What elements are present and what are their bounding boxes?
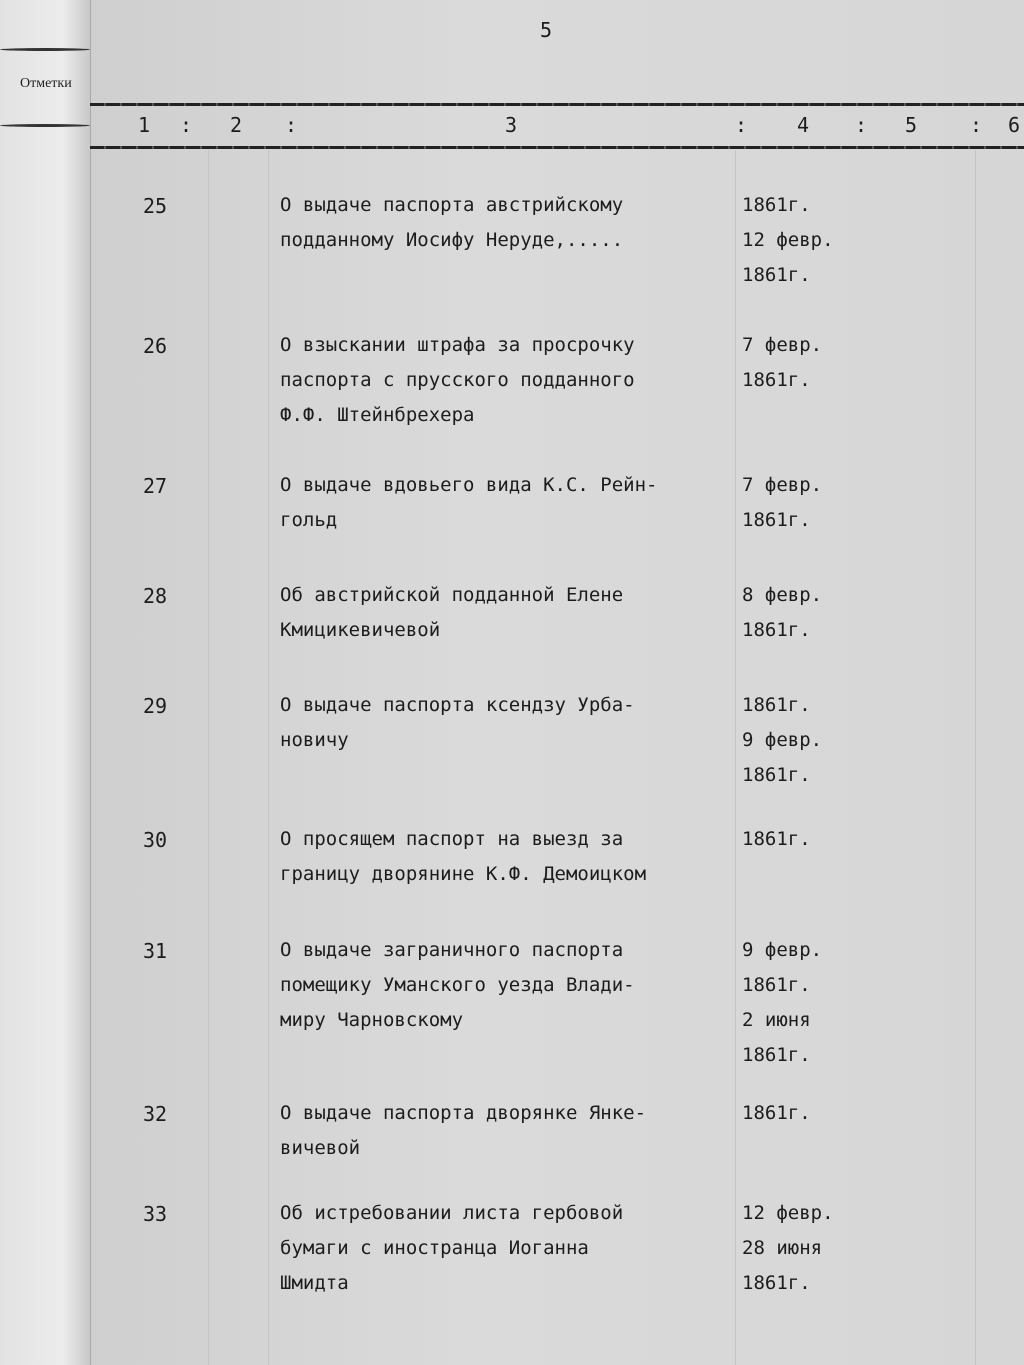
entry-date-line: 12 февр. [742, 1202, 834, 1224]
entry-text-line: Шмидта [280, 1272, 349, 1294]
entry-text-line: О просящем паспорт на выезд за [280, 828, 624, 850]
entry-date-line: 1861г. [742, 1102, 811, 1124]
column-separator: : [855, 113, 868, 137]
entry-text-line: вичевой [280, 1137, 361, 1159]
entry-date-line: 7 февр. [742, 334, 823, 356]
entry-date-line: 1861г. [742, 509, 811, 531]
entry-number: 29 [143, 694, 168, 718]
column-number: 5 [905, 113, 918, 137]
entry-date-line: 1861г. [742, 1044, 811, 1066]
entry-date-line: 8 февр. [742, 584, 823, 606]
header-rule-bottom [90, 146, 1024, 149]
entry-date-line: 1861г. [742, 369, 811, 391]
entry-date-line: 1861г. [742, 1272, 811, 1294]
entry-number: 26 [143, 334, 168, 358]
entry-date [742, 933, 822, 1073]
entry-date [742, 822, 811, 857]
entry-number: 33 [143, 1202, 168, 1226]
column-line [208, 150, 209, 1365]
entry-date [742, 1196, 834, 1301]
entry-number: 25 [143, 194, 168, 218]
entry-date-line: 1861г. [742, 619, 811, 641]
column-separator: : [735, 113, 748, 137]
entry-date-line: 28 июня [742, 1237, 823, 1259]
page-number: 5 [540, 18, 553, 42]
entry-date-line: 9 февр. [742, 939, 823, 961]
column-line [735, 150, 736, 1365]
entry-text [280, 1196, 623, 1301]
entry-text-line: О выдаче паспорта ксендзу Урба- [280, 694, 635, 716]
entry-date-line: 1861г. [742, 764, 811, 786]
entry-date-line: 1861г. [742, 694, 811, 716]
column-number: 2 [230, 113, 243, 137]
margin-strip [0, 0, 91, 1365]
entry-date-line: 7 февр. [742, 474, 823, 496]
margin-rule [0, 124, 90, 127]
entry-text [280, 468, 658, 538]
entry-text-line: О выдаче паспорта дворянке Янке- [280, 1102, 647, 1124]
entry-date [742, 578, 822, 648]
margin-label: Отметки [20, 76, 72, 91]
entry-date-line: 2 июня [742, 1009, 811, 1031]
entry-text [280, 1096, 646, 1166]
entry-date-line: 9 февр. [742, 729, 823, 751]
entry-text-line: О взыскании штрафа за просрочку [280, 334, 635, 356]
entry-number: 30 [143, 828, 168, 852]
entry-text [280, 822, 646, 892]
entry-date [742, 468, 822, 538]
entry-number: 31 [143, 939, 168, 963]
entry-number: 27 [143, 474, 168, 498]
entry-date [742, 328, 822, 398]
entry-text [280, 328, 635, 433]
column-number: 1 [138, 113, 151, 137]
entry-text-line: О выдаче паспорта австрийскому [280, 194, 624, 216]
column-separator: : [180, 113, 193, 137]
entry-text-line: новичу [280, 729, 349, 751]
entry-date-line: 1861г. [742, 194, 811, 216]
entry-date-line: 12 февр. [742, 229, 834, 251]
entry-text-line: О выдаче вдовьего вида К.С. Рейн- [280, 474, 658, 496]
column-separator: : [285, 113, 298, 137]
entry-text-line: бумаги с иностранца Иоганна [280, 1237, 589, 1259]
entry-text-line: О выдаче заграничного паспорта [280, 939, 624, 961]
entry-date-line: 1861г. [742, 264, 811, 286]
entry-number: 28 [143, 584, 168, 608]
column-line [268, 150, 269, 1365]
entry-text-line: Кмицикевичевой [280, 619, 441, 641]
column-separator: : [970, 113, 983, 137]
entry-text [280, 933, 635, 1038]
entry-date [742, 688, 822, 793]
entry-date-line: 1861г. [742, 974, 811, 996]
entry-text [280, 188, 623, 258]
column-number: 6 [1008, 113, 1021, 137]
column-number: 3 [505, 113, 518, 137]
entry-text-line: паспорта с прусского подданного [280, 369, 635, 391]
entry-text-line: Ф.Ф. Штейнбрехера [280, 404, 475, 426]
header-rule-top [90, 103, 1024, 106]
entry-text-line: гольд [280, 509, 338, 531]
entry-text-line: подданному Иосифу Неруде,..... [280, 229, 624, 251]
entry-date [742, 188, 834, 293]
entry-text-line: границу дворянине К.Ф. Демоицком [280, 863, 647, 885]
entry-text-line: Об истребовании листа гербовой [280, 1202, 624, 1224]
entry-text [280, 688, 635, 758]
margin-rule [0, 48, 90, 51]
entry-date [742, 1096, 811, 1131]
entry-date-line: 1861г. [742, 828, 811, 850]
entry-text [280, 578, 623, 648]
entry-text-line: Об австрийской подданной Елене [280, 584, 624, 606]
column-number: 4 [797, 113, 810, 137]
column-line [975, 150, 976, 1365]
entry-text-line: помещику Уманского уезда Влади- [280, 974, 635, 996]
entry-number: 32 [143, 1102, 168, 1126]
entry-text-line: миру Чарновскому [280, 1009, 464, 1031]
